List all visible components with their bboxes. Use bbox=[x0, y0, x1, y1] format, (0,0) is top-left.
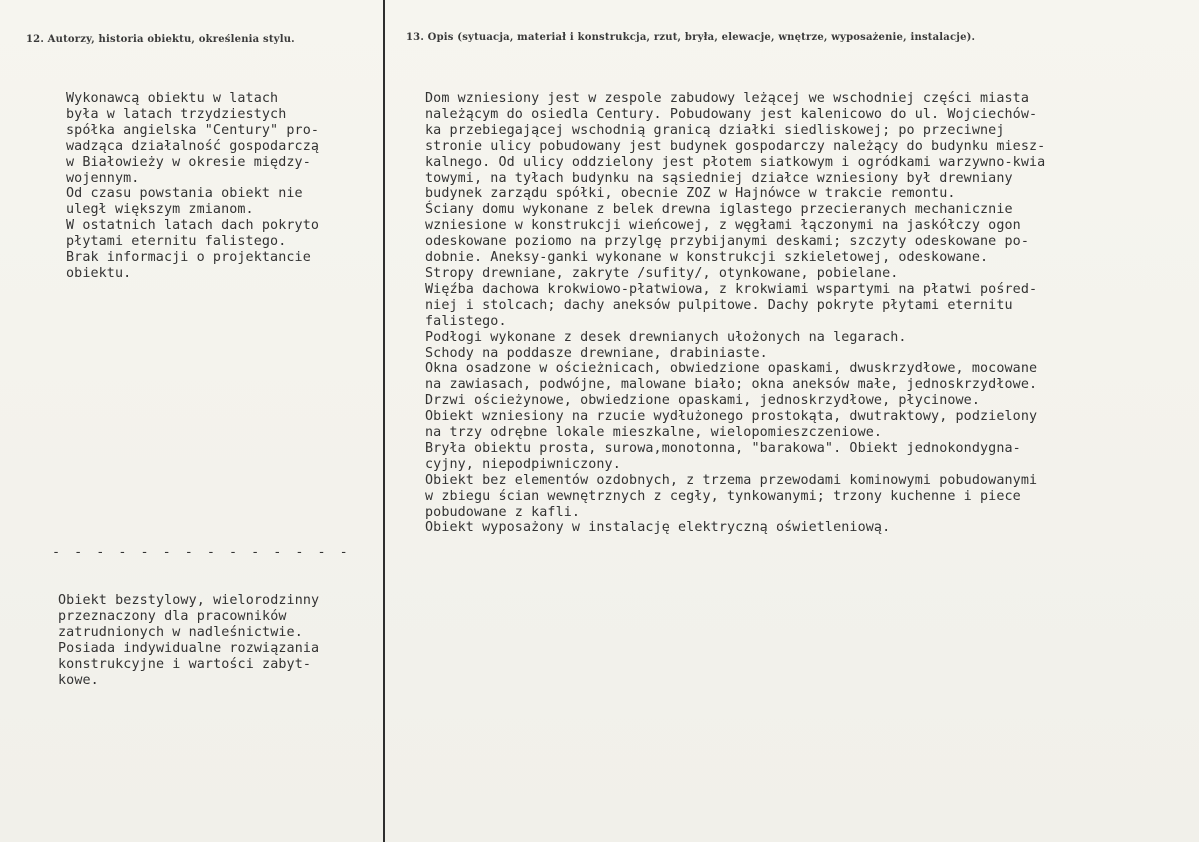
text-line: Bryła obiektu prosta, surowa,monotonna, "barakowa". Obiekt jednokondygna- bbox=[425, 440, 1021, 456]
text-line: Od czasu powstania obiekt nie bbox=[66, 186, 303, 202]
text-line: falistego. bbox=[425, 313, 507, 329]
text-line: wadząca działalność gospodarczą bbox=[66, 138, 320, 154]
column-divider bbox=[383, 0, 385, 842]
text-line: Okna osadzone w ościeżnicach, obwiedzione opaskami, dwuskrzydłowe, mocowane bbox=[425, 361, 1038, 377]
description-text bbox=[425, 91, 1045, 536]
text-line: Dom wzniesiony jest w zespole zabudowy leżącej we wschodniej części miasta bbox=[425, 91, 1029, 106]
text-line: w Białowieży w okresie między- bbox=[66, 154, 311, 170]
section-separator: - - - - - - - - - - - - - - bbox=[52, 545, 351, 560]
text-line: zatrudnionych w nadleśnictwie. bbox=[58, 624, 303, 640]
history-text bbox=[66, 91, 319, 282]
text-line: konstrukcyjne i wartości zabyt- bbox=[58, 656, 312, 672]
text-line: W ostatnich latach dach pokryto bbox=[66, 218, 320, 234]
text-line: wojennym. bbox=[66, 170, 140, 186]
text-line: Posiada indywidualne rozwiązania bbox=[58, 640, 320, 656]
text-line: Obiekt wyposażony w instalację elektryczną oświetleniową. bbox=[425, 520, 891, 536]
text-line: na zawiasach, podwójne, malowane biało; okna aneksów małe, jednoskrzydłowe. bbox=[425, 377, 1038, 393]
text-line: Obiekt bez elementów ozdobnych, z trzema przewodami kominowymi pobudowanymi bbox=[425, 472, 1038, 488]
text-line: kowe. bbox=[58, 672, 99, 688]
text-line: obiektu. bbox=[66, 265, 132, 281]
text-line: wzniesione w konstrukcji wieńcowej, z węgłami łączonymi na jaskółczy ogon bbox=[425, 218, 1021, 234]
text-line: w zbiegu ścian wewnętrznych z cegły, tynkowanymi; trzony kuchenne i piece bbox=[425, 488, 1021, 504]
text-line: przeznaczony dla pracowników bbox=[58, 608, 287, 624]
text-line: ka przebiegającej wschodnią granicą działki siedliskowej; po przeciwnej bbox=[425, 122, 1005, 138]
text-line: odeskowane poziomo na przylgę przybijanymi deskami; szczyty odeskowane po- bbox=[425, 234, 1029, 250]
text-line: Brak informacji o projektancie bbox=[66, 250, 311, 266]
text-line: płytami eternitu falistego. bbox=[66, 234, 287, 250]
text-line: Drzwi ościeżynowe, obwiedzione opaskami, jednoskrzydłowe, płycinowe. bbox=[425, 393, 981, 409]
text-line: Stropy drewniane, zakryte /sufity/, otynkowane, pobielane. bbox=[425, 265, 899, 281]
text-line: była w latach trzydziestych bbox=[66, 106, 287, 122]
text-line: kalnego. Od ulicy oddzielony jest płotem siatkowym i ogródkami warzywno-kwia bbox=[425, 154, 1046, 170]
text-line: niej i stolcach; dachy aneksów pulpitowe. Dachy pokryte płytami eternitu bbox=[425, 297, 1013, 313]
text-line: towymi, na tyłach budynku na sąsiedniej działce wzniesiony był drewniany bbox=[425, 170, 1013, 186]
section-12-header: 12. Autorzy, historia obiektu, określenia stylu. bbox=[26, 34, 295, 45]
text-line: stronie ulicy pobudowany jest budynek gospodarczy należący do budynku miesz- bbox=[425, 138, 1046, 154]
text-line: cyjny, niepodpiwniczony. bbox=[425, 456, 621, 472]
text-line: należącym do osiedla Century. Pobudowany jest kalenicowo do ul. Wojciechów- bbox=[425, 106, 1038, 122]
text-line: Obiekt bezstylowy, wielorodzinny bbox=[58, 593, 320, 608]
text-line: Obiekt wzniesiony na rzucie wydłużonego prostokąta, dwutraktowy, podzielony bbox=[425, 409, 1038, 425]
text-line: Wykonawcą obiektu w latach bbox=[66, 91, 279, 106]
text-line: Ściany domu wykonane z belek drewna iglastego przecieranych mechanicznie bbox=[425, 202, 1013, 218]
text-line: uległ większym zmianom. bbox=[66, 202, 254, 218]
text-line: budynek zarządu spółki, obecnie ZOZ w Hajnówce w trakcie remontu. bbox=[425, 186, 956, 202]
style-text bbox=[58, 593, 319, 688]
text-line: Podłogi wykonane z desek drewnianych ułożonych na legarach. bbox=[425, 329, 907, 345]
text-line: Więźba dachowa krokwiowo-płatwiowa, z krokwiami wspartymi na płatwi pośred- bbox=[425, 281, 1038, 297]
text-line: na trzy odrębne lokale mieszkalne, wielopomieszczeniowe. bbox=[425, 425, 883, 441]
section-13-header: 13. Opis (sytuacja, materiał i konstrukcja, rzut, bryła, elewacje, wnętrze, wyposażenie, instalacje). bbox=[406, 32, 976, 43]
text-line: spółka angielska "Century" pro- bbox=[66, 122, 320, 138]
text-line: dobnie. Aneksy-ganki wykonane w konstrukcji szkieletowej, odeskowane. bbox=[425, 250, 989, 266]
text-line: Schody na poddasze drewniane, drabiniaste. bbox=[425, 345, 768, 361]
text-line: pobudowane z kafli. bbox=[425, 504, 581, 520]
